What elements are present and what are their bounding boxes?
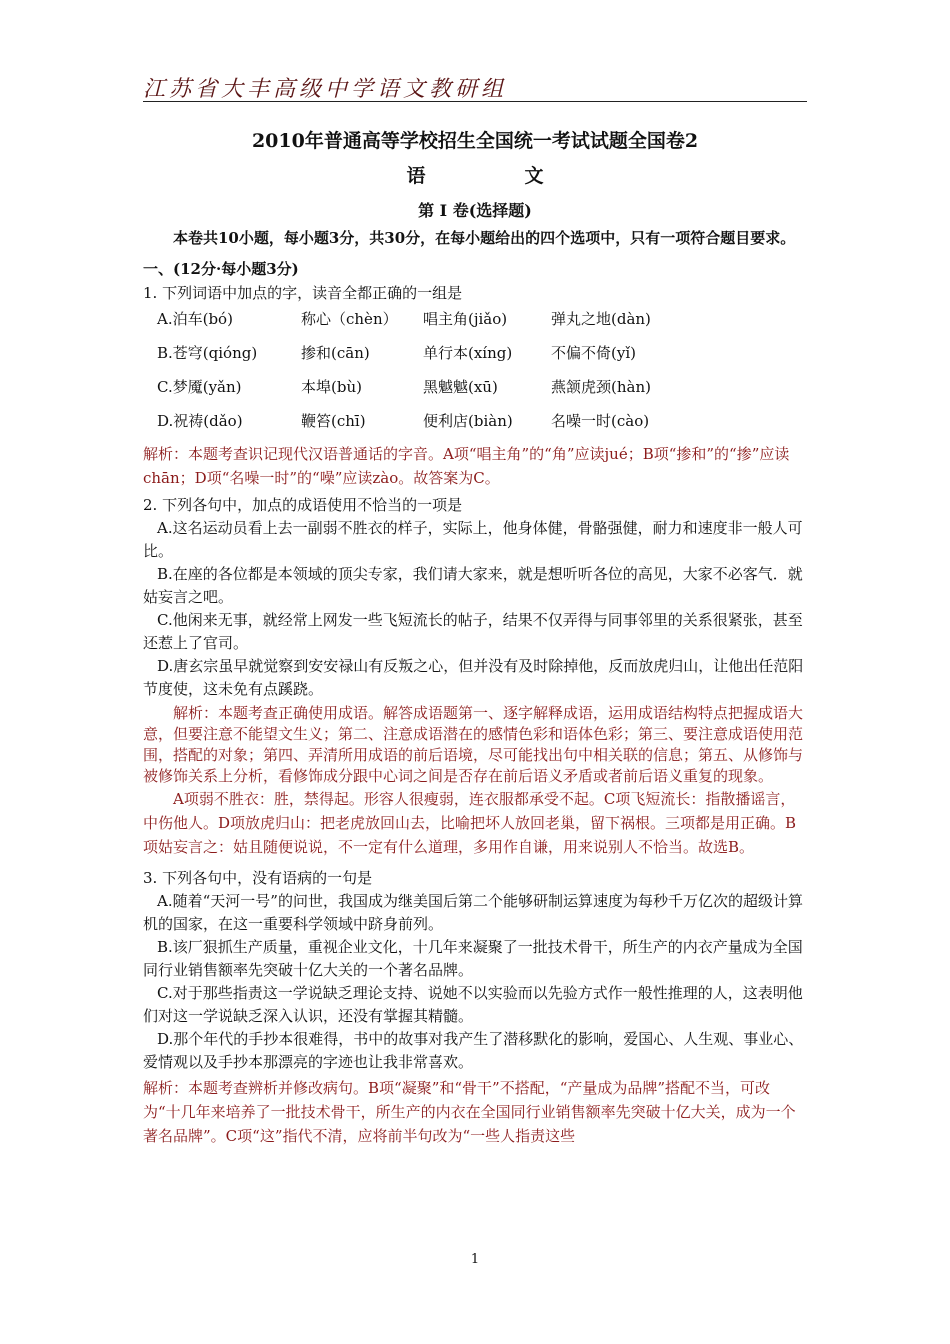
question-2-option-a: A.这名运动员看上去一副弱不胜衣的样子，实际上，他身体健，骨骼强健，耐力和速度非一般人可比。 — [143, 519, 803, 560]
option-word: 本埠(bù) — [301, 378, 362, 396]
document-body — [143, 120, 807, 1148]
option-word: 名噪一时(cào) — [551, 412, 650, 430]
question-1-stem: 1. 下列词语中加点的字，读音全都正确的一组是 — [143, 284, 463, 302]
question-1-row-d — [143, 410, 807, 432]
option-word: 唱主角(jiǎo) — [423, 310, 508, 328]
question-2-option-b: B.在座的各位都是本领域的顶尖专家，我们请大家来，就是想听听各位的高见，大家不必客气．就姑妄言之吧。 — [143, 565, 803, 606]
option-word: 鞭笞(chī) — [301, 412, 366, 430]
option-word: C.梦魇(yǎn) — [157, 378, 242, 396]
option-word: 燕颔虎颈(hàn) — [551, 378, 651, 396]
question-1-analysis: 解析：本题考查识记现代汉语普通话的字音。A项“唱主角”的“角”应读jué；B项“掺和”的“掺”应读chān；D项“名噪一时”的“噪”应读zào。故答案为C。 — [143, 445, 790, 487]
option-word: 便利店(biàn) — [423, 412, 513, 430]
question-2-stem: 2. 下列各句中，加点的成语使用不恰当的一项是 — [143, 496, 463, 514]
question-1-row-b — [143, 342, 807, 364]
option-word: D.祝祷(dǎo) — [157, 412, 243, 430]
option-word: 称心（chèn） — [301, 310, 398, 328]
question-3-option-d: D.那个年代的手抄本很难得，书中的故事对我产生了潜移默化的影响，爱国心、人生观、事业心、爱情观以及手抄本那漂亮的字迹也让我非常喜欢。 — [143, 1030, 804, 1071]
option-word: A.泊车(bó) — [157, 310, 233, 328]
question-3-option-c: C.对于那些指责这一学说缺乏理论支持、说她不以实验而以先验方式作一般性推理的人，这表明他们对这一学说缺乏深入认识，还没有掌握其精髓。 — [143, 984, 803, 1025]
exam-title: 2010年普通高等学校招生全国统一考试试题全国卷2 — [251, 130, 699, 152]
question-2-analysis: 解析：本题考查正确使用成语。解答成语题第一、逐字解释成语，运用成语结构特点把握成语大意，但要注意不能望文生义；第二、注意成语潜在的感情色彩和语体色彩；第三、要注意成语使用范围，搭配的对象；第四、弄清所用成语的前后语境，尽可能找出句中相关联的信息；第五、从修饰与被修饰关系上分析，看修饰成分跟中心词之间是否存在前后语义矛盾或者前后语义重复的现象。 — [143, 704, 804, 785]
option-word: B.苍穹(qióng) — [157, 344, 258, 362]
option-word: 掺和(cān) — [301, 344, 370, 362]
question-2-analysis-detail: A项弱不胜衣：胜，禁得起。形容人很瘦弱，连衣服都承受不起。C项飞短流长：指散播谣言，中伤他人。D项放虎归山：把老虎放回山去，比喻把坏人放回老巢，留下祸根。三项都是用正确。B项姑妄言之：姑且随便说说，不一定有什么道理，多用作自谦，用来说别人不恰当。故选B。 — [143, 790, 797, 856]
question-3-analysis: 解析：本题考查辨析并修改病句。B项“凝聚”和“骨干”不搭配，“产量成为品牌”搭配不当，可改为“十几年来培养了一批技术骨干，所生产的内衣在全国同行业销售额率先突破十亿大关，成为一个著名品牌”。C项“这”指代不清，应将前半句改为“一些人指责这些 — [143, 1079, 796, 1145]
part-title: 第 Ⅰ 卷(选择题) — [418, 201, 532, 220]
subject-title: 语 文 — [406, 165, 584, 187]
instructions: 本卷共10小题，每小题3分，共30分，在每小题给出的四个选项中，只有一项符合题目要求。 — [173, 229, 796, 247]
page-header-text: 江苏省大丰高级中学语文教研组 — [143, 77, 508, 102]
question-2-option-d: D.唐玄宗虽早就觉察到安安禄山有反叛之心，但并没有及时除掉他，反而放虎归山，让他出任范阳节度使，这未免有点蹊跷。 — [143, 657, 804, 698]
page-header-rule — [143, 101, 807, 102]
option-word: 黑魆魆(xū) — [423, 378, 498, 396]
question-3-option-b: B.该厂狠抓生产质量，重视企业文化，十几年来凝聚了一批技术骨干，所生产的内衣产量成为全国同行业销售额率先突破十亿大关的一个著名品牌。 — [143, 938, 803, 979]
question-1-row-a — [143, 308, 807, 330]
option-word: 不偏不倚(yǐ) — [551, 344, 636, 362]
question-2-option-c: C.他闲来无事，就经常上网发一些飞短流长的帖子，结果不仅弄得与同事邻里的关系很紧张，甚至还惹上了官司。 — [143, 611, 803, 652]
question-3-stem: 3. 下列各句中，没有语病的一句是 — [143, 869, 373, 887]
option-word: 弹丸之地(dàn) — [551, 310, 651, 328]
question-3-option-a: A.随着“天河一号”的问世，我国成为继美国后第二个能够研制运算速度为每秒千万亿次的超级计算机的国家，在这一重要科学领域中跻身前列。 — [143, 892, 803, 933]
section-heading: 一、(12分·每小题3分) — [143, 260, 299, 278]
question-1-row-c — [143, 376, 807, 398]
option-word: 单行本(xíng) — [423, 344, 513, 362]
page-number: 1 — [470, 1252, 480, 1267]
